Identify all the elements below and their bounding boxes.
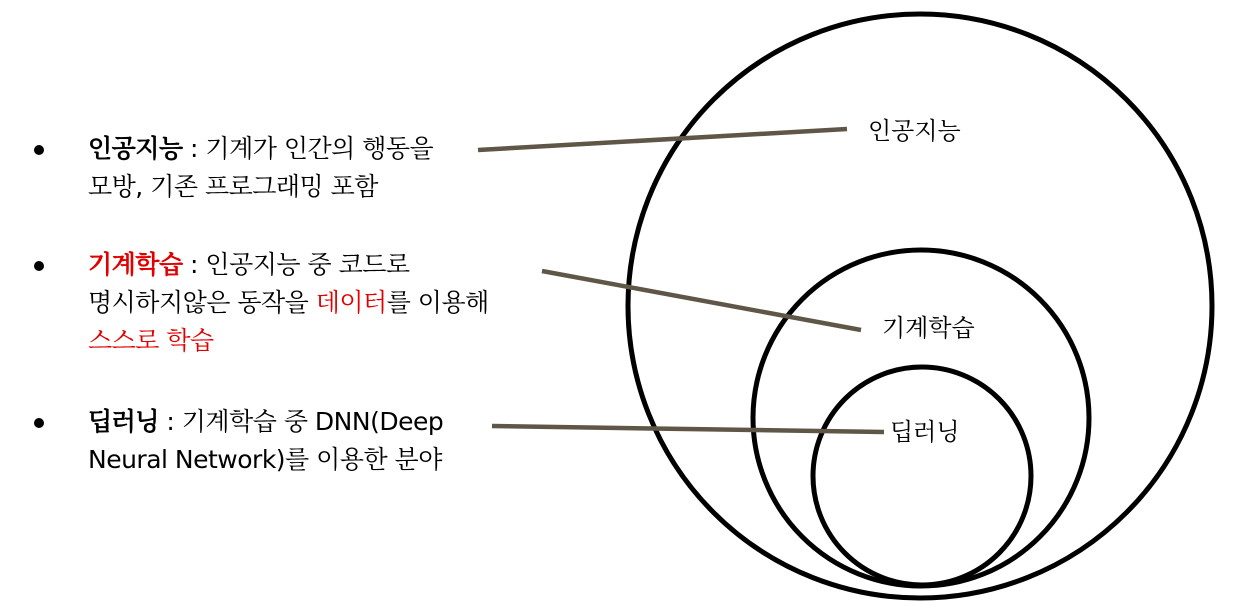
connector-ai — [478, 129, 847, 150]
bullet-dot — [34, 145, 44, 155]
definition-ml-line1: : 인공지능 중 코드로 — [182, 250, 410, 279]
bullet-item-ai — [34, 130, 433, 206]
label-ai: 인공지능 — [868, 117, 961, 145]
definition-dl-line2: Neural Network)를 이용한 분야 — [88, 445, 442, 474]
definition-ai-line1: : 기계가 인간의 행동을 — [182, 134, 434, 163]
bullet-dot — [34, 418, 44, 428]
circle-dl — [813, 367, 1031, 585]
definition-ml-line3: 스스로 학습 — [88, 326, 214, 355]
label-dl: 딥러닝 — [890, 418, 960, 446]
bullet-item-ml — [34, 246, 489, 360]
term-dl: 딥러닝 — [88, 407, 159, 436]
definition-ml-data-word: 데이터 — [315, 288, 387, 317]
connector-ml — [542, 271, 861, 330]
definition-dl-line1: : 기계학습 중 DNN(Deep — [158, 407, 444, 436]
definition-ml-line2-pre: 명시하지않은 동작을 — [88, 288, 316, 317]
bullet-dot — [34, 261, 44, 271]
definition-ml-line2-post: 를 이용해 — [386, 288, 489, 317]
term-ai: 인공지능 — [88, 134, 183, 163]
definition-ai-line2: 모방, 기존 프로그래밍 포함 — [88, 172, 378, 201]
label-ml: 기계학습 — [882, 314, 975, 342]
term-ml: 기계학습 — [88, 250, 183, 279]
bullet-item-dl — [34, 403, 443, 479]
circle-ai — [628, 14, 1212, 598]
